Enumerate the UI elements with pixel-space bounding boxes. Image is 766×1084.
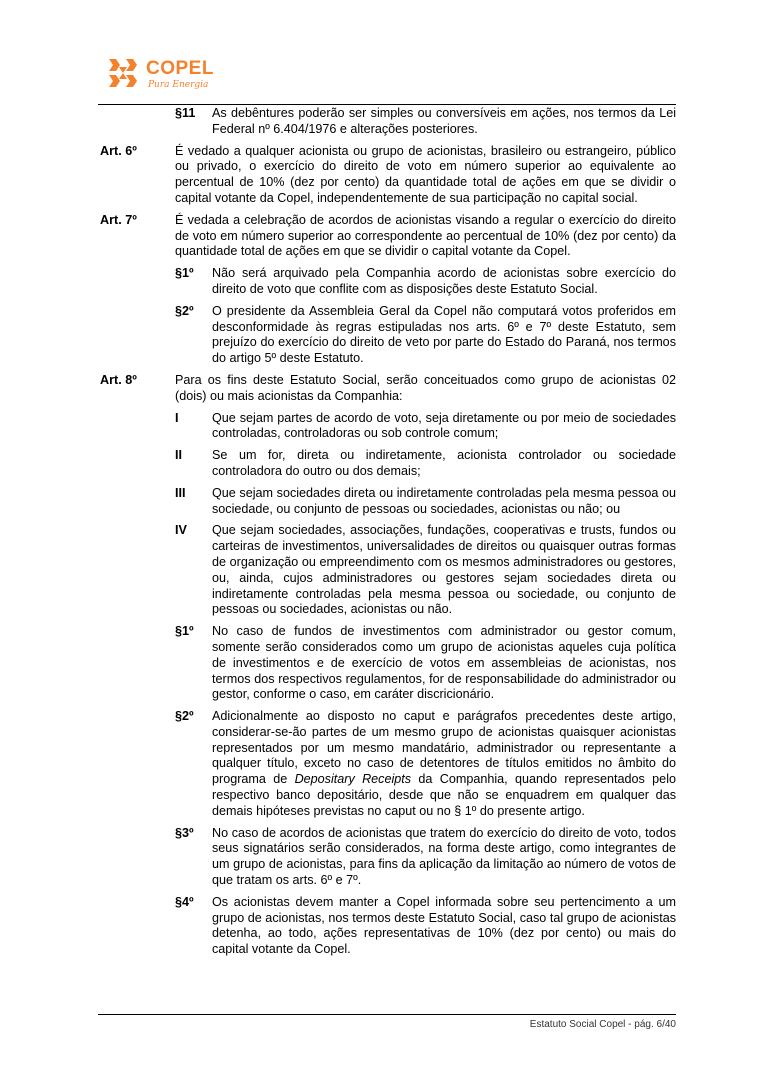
paragraph xyxy=(175,895,676,958)
paragraph xyxy=(175,826,676,889)
header-divider xyxy=(98,104,676,105)
paragraph-label: §1º xyxy=(175,266,194,281)
article-label: Art. 6º xyxy=(100,143,137,158)
document-body xyxy=(98,106,676,964)
paragraph-text: As debêntures poderão ser simples ou conversíveis em ações, nos termos da Lei Federal nº 6.404/1976 e alterações posteriores. xyxy=(212,106,676,136)
item-label: III xyxy=(175,485,186,500)
paragraph-text: No caso de acordos de acionistas que tratem do exercício do direito de voto, todos seus signatários serão considerados, na forma deste artigo, como integrantes de um grupo de acionistas, para fins da aplicação da limitação ao número de votos de que tratam os arts. 6º e 7º. xyxy=(212,825,676,888)
paragraph xyxy=(175,266,676,298)
paragraph-text: Adicionalmente ao disposto no caput e parágrafos precedentes deste artigo, considerar-se-ão partes de um mesmo grupo de acionistas quaisquer acionistas representados por um mesmo mandatário, administrador ou representante a qualquer título, exceto no caso de detentores de títulos emitidos no âmbito do programa de Depositary Receipts da Companhia, quando representados pelo respectivo banco depositário, desde que não se enquadrem em qualquer das demais hipóteses previstas no caput ou no § 1º do presente artigo. xyxy=(212,709,676,818)
logo-tagline: Pura Energia xyxy=(148,80,209,90)
paragraph-label: §2º xyxy=(175,303,194,318)
article-text: É vedada a celebração de acordos de acionistas visando a regular o exercício do direito de voto em número superior ao correspondente ao percentual de 10% (dez por cento) da quantidade total de ações em que se dividir o capital votante da Copel. xyxy=(175,212,676,259)
item-text: Que sejam sociedades, associações, fundações, cooperativas e trusts, fundos ou carteiras de investimentos, universalidades de direitos ou quaisquer outras formas de organização ou empreendimento com os mesmos administradores ou gestores, ou, ainda, cujos administradores ou gestores sejam sociedades direta ou indiretamente controladas pela mesma pessoa ou sociedade, ou conjunto de pessoas ou sociedades, acionistas ou não. xyxy=(212,523,676,617)
paragraph-label: §3º xyxy=(175,825,194,840)
paragraph-text: O presidente da Assembleia Geral da Copel não computará votos proferidos em desconformidade às regras estipuladas nos arts. 6º e 7º deste Estatuto, sem prejuízo do exercício do direito de veto por parte do Estado do Paraná, nos termos do artigo 5º deste Estatuto. xyxy=(212,303,676,366)
logo-name: COPEL xyxy=(146,58,214,79)
paragraph-label: §4º xyxy=(175,894,194,909)
paragraph-text: Os acionistas devem manter a Copel informada sobre seu pertencimento a um grupo de acionistas, nos termos deste Estatuto Social, caso tal grupo de acionistas detenha, ao todo, ações representativas de 10% (dez por cento) ou mais do capital votante da Copel. xyxy=(212,894,676,957)
item-text: Que sejam sociedades direta ou indiretamente controladas pela mesma pessoa ou sociedade, ou conjunto de pessoas ou sociedades, acionistas ou não; ou xyxy=(212,485,676,516)
page-footer: Estatuto Social Copel - pág. 6/40 xyxy=(529,1019,676,1030)
paragraph-text: No caso de fundos de investimentos com administrador ou gestor comum, somente serão considerados como um grupo de acionistas aqueles cuja política de investimentos e de exercício de votos em assembleias de acionistas, nos termos dos respectivos regulamentos, for de responsabilidade do administrador ou gestor, conforme o caso, em caráter discricionário. xyxy=(212,624,676,702)
paragraph-label: §1º xyxy=(175,624,194,639)
article-label: Art. 8º xyxy=(100,372,137,387)
paragraph xyxy=(175,106,676,138)
article-label: Art. 7º xyxy=(100,212,137,227)
paragraph-text: Não será arquivado pela Companhia acordo de acionistas sobre exercício do direito de voto que conflite com as disposições deste Estatuto Social. xyxy=(212,266,676,296)
paragraph xyxy=(175,709,676,820)
article-text: É vedado a qualquer acionista ou grupo de acionistas, brasileiro ou estrangeiro, público ou privado, o exercício do direito de voto em número superior ao equivalente ao percentual de 10% (dez por cento) da quantidade total de ações em que se dividir o capital votante da Copel, independentemente de sua participação no capital social. xyxy=(175,143,676,205)
list-item xyxy=(175,448,676,480)
item-label: IV xyxy=(175,523,187,538)
paragraph-label: §11 xyxy=(175,106,196,120)
item-text: Se um for, direta ou indiretamente, acionista controlador ou sociedade controladora do outro ou dos demais; xyxy=(212,448,676,478)
paragraph xyxy=(175,304,676,367)
article xyxy=(98,213,676,260)
article-text: Para os fins deste Estatuto Social, serão conceituados como grupo de acionistas 02 (dois) ou mais acionistas da Companhia: xyxy=(175,372,676,403)
paragraph-label: §2º xyxy=(175,709,194,724)
list-item xyxy=(175,486,676,518)
article xyxy=(98,373,676,405)
list-item xyxy=(175,411,676,443)
article xyxy=(98,144,676,207)
footer-divider xyxy=(98,1014,676,1015)
italic-term: Depositary Receipts xyxy=(294,772,412,787)
item-text: Que sejam partes de acordo de voto, seja diretamente ou por meio de sociedades controladas, controladoras ou sob controle comum; xyxy=(212,410,676,441)
list-item xyxy=(175,523,676,618)
paragraph xyxy=(175,624,676,703)
item-label: II xyxy=(175,448,182,463)
item-label: I xyxy=(175,410,179,425)
copel-logo xyxy=(106,56,216,96)
copel-logo-icon xyxy=(106,56,140,90)
